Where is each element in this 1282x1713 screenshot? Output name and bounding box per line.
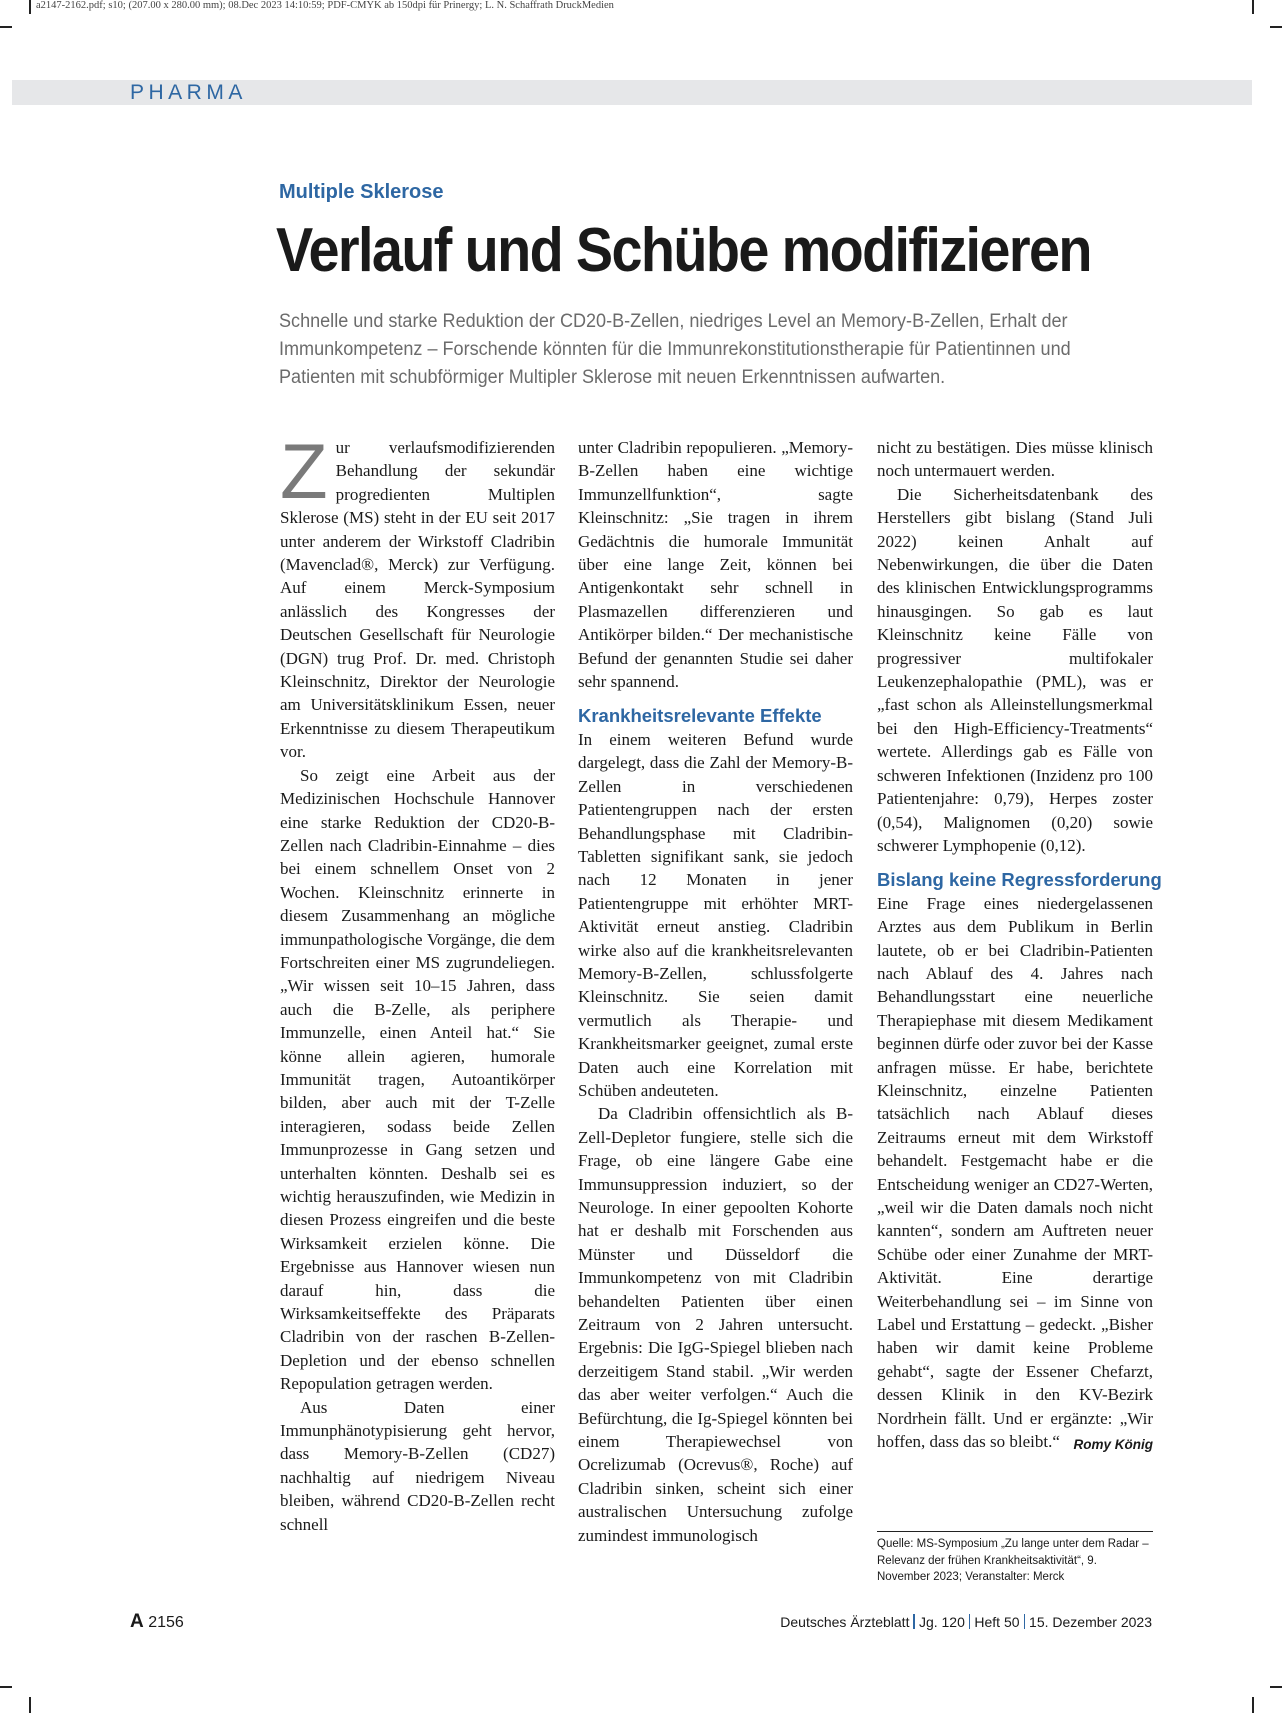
column-3 bbox=[877, 436, 1162, 1456]
journal-issue: Heft 50 bbox=[974, 1614, 1020, 1630]
footer-separator bbox=[1024, 1614, 1026, 1629]
footer-separator bbox=[969, 1614, 971, 1629]
paragraph: Da Cladribin offensichtlich als B-Zell-Depletor fungiere, stelle sich die Frage, ob eine längere Gabe eine Immunsuppression induziert, so der Neurologe. In einer gepoolten Kohorte hat er deshalb mit Forschenden aus Münster und Düsseldorf die Immunkompetenz von mit Cladribin behandelten Patienten über einen Zeitraum von 2 Jahren untersucht. Ergebnis: Die IgG-Spiegel blieben nach derzeitigem Stand stabil. „Wir werden das aber weiter verfolgen.“ Auch die Befürchtung, die Ig-Spiegel könnten bei einem Therapiewechsel von Ocrelizumab (Ocrevus®, Roche) auf Cladribin sinken, scheint sich einer australischen Untersuchung zufolge zumindest immunologisch bbox=[578, 1104, 853, 1545]
paragraph bbox=[280, 427, 555, 764]
paragraph: nicht zu bestätigen. Dies müsse klinisch noch untermauert werden. bbox=[877, 438, 1153, 481]
paragraph: Die Sicherheitsdatenbank des Herstellers gibt bislang (Stand Juli 2022) keinen Anhalt auf Nebenwirkungen, die über die Daten des klinischen Entwicklungsprogramms hinausgingen. So gab es laut Kleinschnitz keine Fälle von progressiver multifokaler Leukenzephalopathie (PML), was er „fast schon als Alleinstellungsmerkmal bei den High-Efficiency-Treatments“ wertete. Allerdings gab es Fälle von schweren Infektionen (Inzidenz pro 100 Patientenjahre: 0,79), Herpes zoster (0,54), Malignomen (0,20) sowie schwerer Lymphopenie (0,12). bbox=[877, 484, 1153, 855]
author-name: Romy König bbox=[1073, 1437, 1153, 1453]
column-1 bbox=[280, 427, 555, 1536]
crop-mark-right-lower bbox=[1270, 1686, 1282, 1688]
paragraph bbox=[877, 892, 1153, 1454]
paragraph-text: Eine Frage eines niedergelassenen Arztes aus dem Publikum in Berlin lautete, ob er bei Cladribin-Patienten nach Ablauf des 4. Jahres nach Behandlungsstart eine neuerliche Therapiephase mit diesem Medikament beginnen dürfe oder zuvor bei der Kasse anfragen müsse. Er habe, berichtete Kleinschnitz, einzelne Patienten tatsächlich nach Ablauf dieses Zeitraums erneut mit dem Wirkstoff behandelt. Festgemacht habe er die Entscheidung weniger an CD27-Werten, „weil wir die Daten damals noch nicht kannten“, sondern am Auftreten neuer Schübe oder einer Zunahme der MRT-Aktivität. Eine derartige Weiterbehandlung sei – im Sinne von Label und Erstattung – gedeckt. „Bisher haben wir damit keine Probleme gehabt“, sagte der Essener Chefarzt, dessen Klinik in den KV-Bezirk Nordrhein fällt. Und er ergänzte: „Wir hoffen, dass das so bleibt.“ bbox=[877, 893, 1153, 1452]
article-kicker: Multiple Sklerose bbox=[279, 181, 444, 203]
section-label: PHARMA bbox=[130, 81, 247, 104]
footer-separator bbox=[913, 1614, 915, 1629]
crop-mark-left-upper bbox=[0, 26, 12, 28]
journal-date: 15. Dezember 2023 bbox=[1029, 1614, 1152, 1630]
subheading-bislang-keine-regressforderung: Bislang keine Regressforderung bbox=[877, 869, 1162, 891]
crop-mark-top-right bbox=[1252, 0, 1254, 14]
column-2 bbox=[578, 436, 853, 1547]
page-number bbox=[130, 1611, 184, 1633]
article-lead: Schnelle und starke Reduktion der CD20-B-Zellen, niedriges Level an Memory-B-Zellen, Erhalt der Immunkompetenz – Forschende könnten für die Immunrekonstitutionstherapie für Patientinnen und Patienten mit schubförmiger Multipler Sklerose mit neuen Erkenntnissen aufwarten. bbox=[279, 311, 1071, 388]
journal-footer bbox=[780, 1614, 1152, 1630]
paragraph: In einem weiteren Befund wurde dargelegt, dass die Zahl der Memory-B-Zellen in verschiedenen Patientengruppen nach der ersten Behandlungsphase mit Cladribin-Tabletten signifikant sank, sie jedoch nach 12 Monaten in jener Patientengruppe mit erhöhter MRT-Aktivität erneut anstieg. Cladribin wirke also auf die krankheitsrelevanten Memory-B-Zellen, schlussfolgerte Kleinschnitz. Sie seien damit vermutlich als Therapie- und Krankheitsmarker geeignet, zumal erste Daten auch eine Korrelation mit Schüben andeuteten. bbox=[578, 729, 853, 1100]
subheading-krankheitsrelevante-effekte: Krankheitsrelevante Effekte bbox=[578, 705, 822, 727]
page-letter: A bbox=[130, 1611, 144, 1632]
drop-cap: Z bbox=[280, 427, 328, 515]
journal-name: Deutsches Ärzteblatt bbox=[780, 1614, 910, 1630]
crop-mark-bottom-left bbox=[29, 1697, 31, 1713]
article-title: Verlauf und Schübe modifizieren bbox=[276, 216, 1091, 285]
crop-mark-left-lower bbox=[0, 1686, 12, 1688]
paragraph: Aus Daten einer Immunphänotypisierung geht hervor, dass Memory-B-Zellen (CD27) nachhaltig auf niedrigem Niveau bleiben, während CD20-B-Zellen recht schnell bbox=[280, 1397, 555, 1534]
crop-mark-right-upper bbox=[1270, 26, 1282, 28]
page-number-value: 2156 bbox=[148, 1614, 184, 1631]
print-info-line: a2147-2162.pdf; s10; (207.00 x 280.00 mm); 08.Dec 2023 14:10:59; PDF-CMYK ab 150dpi für Prinergy; L. N. Schaffrath DruckMedien bbox=[36, 0, 614, 11]
source-divider bbox=[877, 1531, 1153, 1532]
crop-mark-bottom-right bbox=[1252, 1697, 1254, 1713]
paragraph-text: ur verlaufsmodifizierenden Behandlung der sekundär progredienten Multiplen Sklerose (MS) steht in der EU seit 2017 unter anderem der Wirkstoff Cladribin (Mavenclad®, Merck) zur Verfügung. Auf einem Merck-Symposium anlässlich des Kongresses der Deutschen Gesellschaft für Neurologie (DGN) trug Prof. Dr. med. Christoph Kleinschnitz, Direktor der Neurologie am Universitätsklinikum Essen, neuer Erkenntnisse zu diesem Therapeutikum vor. bbox=[280, 438, 555, 762]
paragraph: So zeigt eine Arbeit aus der Medizinischen Hochschule Hannover eine starke Reduktion der CD20-B-Zellen nach Cladribin-Einnahme – dies bei einem schnellem Onset von 2 Wochen. Kleinschnitz erinnerte in diesem Zusammenhang an mögliche immunpathologische Vorgänge, die dem Fortschreiten einer MS zugrundeliegen. „Wir wissen seit 10–15 Jahren, dass auch die B-Zelle, als periphere Immunzelle, einen Anteil hat.“ Sie könne allein agieren, humorale Immunität tragen, Autoantikörper bilden, aber auch mit der T-Zelle interagieren, sodass beide Zellen Immunprozesse in Gang setzen und unterhalten könnten. Deshalb sei es wichtig herauszufinden, wie Medizin in diesen Prozess eingreifen und die beste Wirksamkeit erzielen könne. Die Ergebnisse aus Hannover wiesen nun darauf hin, dass die Wirksamkeitseffekte des Präparats Cladribin von der raschen B-Zellen-Depletion und der ebenso schnellen Repopulation getragen werden. bbox=[280, 765, 555, 1394]
source-note: Quelle: MS-Symposium „Zu lange unter dem Radar – Relevanz der frühen Krankheitsaktivität“, 9. November 2023; Veranstalter: Merck bbox=[877, 1538, 1149, 1583]
paragraph: unter Cladribin repopulieren. „Memory-B-Zellen haben eine wichtige Immunzellfunktion“, sagte Kleinschnitz: „Sie tragen in ihrem Gedächtnis die humorale Immunität über eine lange Zeit, können bei Antigenkontakt sehr schnell in Plasmazellen differenzieren und Antikörper bilden.“ Der mechanistische Befund der genannten Studie sei daher sehr spannend. bbox=[578, 438, 853, 692]
crop-mark-top-left bbox=[29, 0, 31, 14]
journal-volume: Jg. 120 bbox=[918, 1614, 965, 1630]
